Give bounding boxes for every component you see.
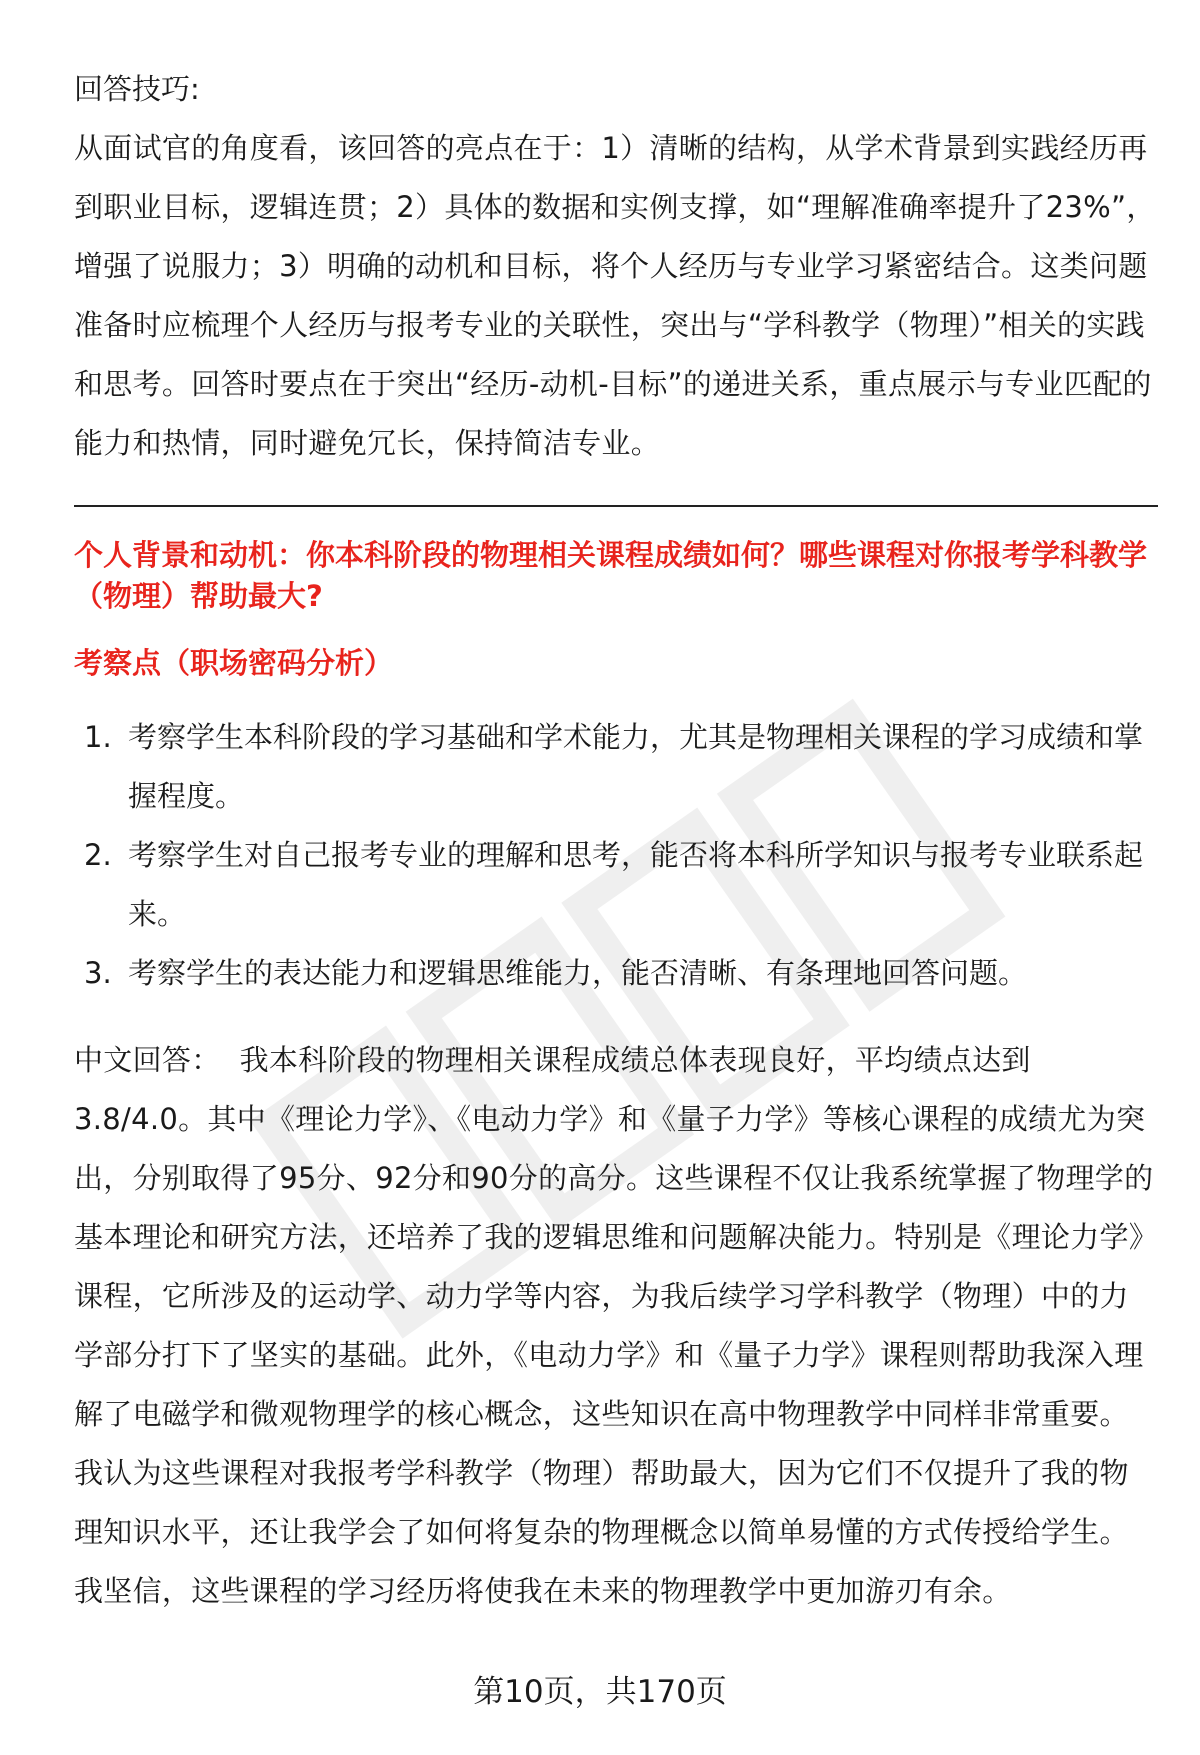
tips-body: 从面试官的角度看，该回答的亮点在于：1）清晰的结构，从学术背景到实践经历再到职业目标，逻辑连贯；2）具体的数据和实例支撑，如“理解准确率提升了23%”，增强了说服力；3）明确的动机和目标，将个人经历与专业学习紧密结合。这类问题准备时应梳理个人经历与报考专业的关联性，突出与“学科教学（物理）”相关的实践和思考。回答时要点在于突出“经历-动机-目标”的递进关系，重点展示与专业匹配的能力和热情，同时避免冗长，保持简洁专业。 <box>74 131 1156 460</box>
list-item-number: 3. <box>84 956 112 990</box>
list-item-number: 1. <box>84 720 112 754</box>
list-item <box>74 708 1158 826</box>
list-item <box>74 944 1158 1003</box>
list-item-text: 考察学生本科阶段的学习基础和学术能力，尤其是物理相关课程的学习成绩和掌握程度。 <box>128 720 1144 813</box>
question-title: 个人背景和动机：你本科阶段的物理相关课程成绩如何？哪些课程对你报考学科教学（物理）帮助最大? <box>74 538 1148 613</box>
answer-paragraph <box>74 1031 1158 1621</box>
assessment-points-list <box>74 708 1158 1003</box>
answer-body: 我本科阶段的物理相关课程成绩总体表现良好，平均绩点达到3.8/4.0。其中《理论力学》、《电动力学》和《量子力学》等核心课程的成绩尤为突出，分别取得了95分、92分和90分的高分。这些课程不仅让我系统掌握了物理学的基本理论和研究方法，还培养了我的逻辑思维和问题解决能力。特别是《理论力学》课程，它所涉及的运动学、动力学等内容，为我后续学习学科教学（物理）中的力学部分打下了坚实的基础。此外，《电动力学》和《量子力学》课程则帮助我深入理解了电磁学和微观物理学的核心概念，这些知识在高中物理教学中同样非常重要。我认为这些课程对我报考学科教学（物理）帮助最大，因为它们不仅提升了我的物理知识水平，还让我学会了如何将复杂的物理概念以简单易懂的方式传授给学生。我坚信，这些课程的学习经历将使我在未来的物理教学中更加游刃有余。 <box>74 1043 1154 1608</box>
answer-label: 中文回答： <box>74 1043 221 1077</box>
page-number-footer: 第10页，共170页 <box>473 1674 727 1710</box>
assessment-section-title: 考察点（职场密码分析） <box>74 646 394 680</box>
list-item-text: 考察学生的表达能力和逻辑思维能力，能否清晰、有条理地回答问题。 <box>128 956 1028 990</box>
list-item-text: 考察学生对自己报考专业的理解和思考，能否将本科所学知识与报考专业联系起来。 <box>128 838 1144 931</box>
document-page <box>74 60 1158 1621</box>
section-divider <box>74 505 1158 507</box>
tips-label: 回答技巧: <box>74 72 200 106</box>
list-item-number: 2. <box>84 838 112 872</box>
list-item <box>74 826 1158 944</box>
